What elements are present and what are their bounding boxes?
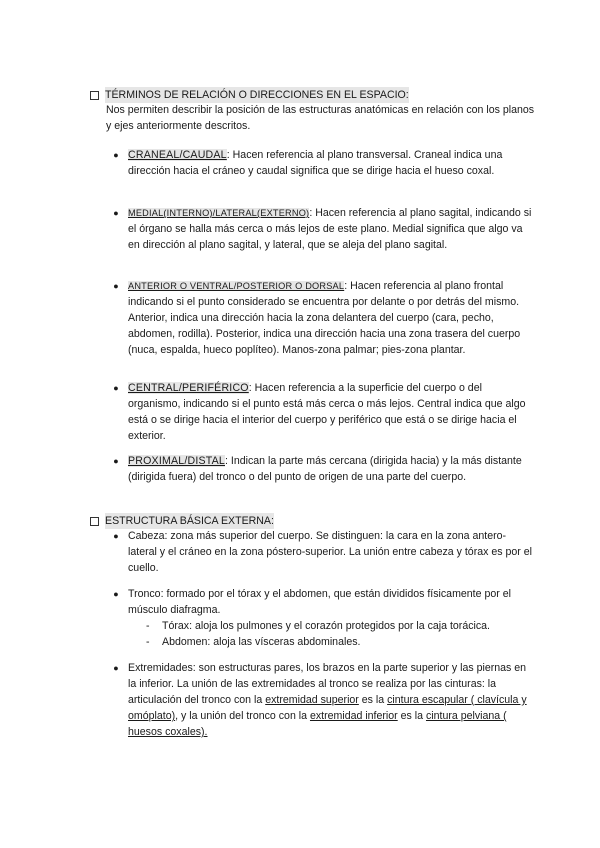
sub-item-abdomen <box>142 634 533 650</box>
term-description: : Indican la parte más cercana (dirigida hacia) y la más distante (dirigida fuera) del tronco o del punto de origen de una parte del cuerpo. <box>128 455 522 483</box>
item-text: es la <box>397 710 426 722</box>
term-label: CENTRAL/PERIFÉRICO <box>128 382 249 394</box>
link-extremidad-superior: extremidad superior <box>265 694 359 706</box>
term-description: : Hacen referencia a la superficie del cuerpo o del organismo, indicando si el punto está más cerca o más lejos. Central indica que algo está o se dirige hacia el interior del cuerpo y periférico que está o se dirige hacia el exterior. <box>128 382 526 442</box>
section-heading-text: ESTRUCTURA BÁSICA EXTERNA: <box>105 515 274 527</box>
item-text: Extremidades: son estructuras pares, los brazos en la parte superior y las piernas en la inferior. La unión de las extremidades al tronco se realiza por las cinturas: la articulación del tronco con la <box>128 662 527 706</box>
sub-item-text: Tórax: aloja los pulmones y el corazón protegidos por la caja torácica. <box>162 620 490 632</box>
item-text: Cabeza: zona más superior del cuerpo. Se distinguen: la cara en la zona antero-lateral y el cráneo en la zona póstero-superior. La unión entre cabeza y tórax es por el cuello. <box>128 530 532 574</box>
sub-item-text: Abdomen: aloja las vísceras abdominales. <box>162 636 361 648</box>
section-heading-estructura <box>90 513 274 529</box>
bullet-icon: ● <box>113 531 119 541</box>
list-item-central-periferico <box>113 380 533 444</box>
dash-marker: - <box>146 620 150 632</box>
bullet-icon: ● <box>113 208 119 218</box>
list-item-cabeza <box>113 528 533 576</box>
bullet-icon: ● <box>113 589 119 599</box>
bullet-icon: ● <box>113 150 119 160</box>
term-label: ANTERIOR O VENTRAL/POSTERIOR O DORSAL <box>128 281 345 291</box>
section-heading-terminos <box>90 87 409 103</box>
item-text: es la <box>358 694 388 706</box>
list-item-extremidades <box>113 660 533 740</box>
term-label: CRANEAL/CAUDAL <box>128 149 227 161</box>
term-label: MEDIAL(INTERNO)/LATERAL(EXTERNO) <box>128 208 310 218</box>
checkbox-icon[interactable] <box>90 517 99 526</box>
bullet-icon: ● <box>113 383 119 393</box>
list-item-anterior-posterior <box>113 278 533 358</box>
term-description: : Hacen referencia al plano sagital, indicando si el órgano se halla más cerca o más lejos de este plano. Medial significa que algo va en dirección al plano sagital, y lateral, que se aleja del plano sagital. <box>128 207 532 251</box>
dash-marker: - <box>146 636 150 648</box>
list-item-medial-lateral <box>113 205 533 253</box>
link-cintura-escapular: cintura escapular ( clavícula y omóplato) <box>128 694 527 722</box>
term-description: : Hacen referencia al plano transversal. Craneal indica una dirección hacia el cráneo y caudal significa que se dirige hacia el hueso coxal. <box>128 149 503 177</box>
term-label: PROXIMAL/DISTAL <box>128 455 225 467</box>
sub-item-torax <box>142 618 533 634</box>
link-cintura-pelviana: cintura pelviana ( huesos coxales). <box>128 710 507 738</box>
checkbox-icon[interactable] <box>90 91 99 100</box>
item-text: Tronco: formado por el tórax y el abdomen, que están divididos físicamente por el músculo diafragma. <box>128 588 511 616</box>
term-description: : Hacen referencia al plano frontal indicando si el punto considerado se encuentra por delante o por detrás del mismo. Anterior, indica una dirección hacia la zona delantera del cuerpo (cara, pecho, abdomen, rodilla). Posterior, indica una dirección hacia una zona trasera del cuerpo (nuca, espalda, hueco poplíteo). Manos-zona palmar; pies-zona plantar. <box>128 280 521 356</box>
section-intro: Nos permiten describir la posición de las estructuras anatómicas en relación con los planos y ejes anteriormente descritos. <box>106 104 535 132</box>
bullet-icon: ● <box>113 663 119 673</box>
list-item-tronco <box>113 586 533 650</box>
section-heading-text: TÉRMINOS DE RELACIÓN O DIRECCIONES EN EL ESPACIO: <box>105 89 409 101</box>
bullet-icon: ● <box>113 281 119 291</box>
bullet-icon: ● <box>113 456 119 466</box>
item-text: , y la unión del tronco con la <box>175 710 310 722</box>
list-item-craneal-caudal <box>113 147 533 179</box>
link-extremidad-inferior: extremidad inferior <box>309 710 398 722</box>
list-item-proximal-distal <box>113 453 533 485</box>
